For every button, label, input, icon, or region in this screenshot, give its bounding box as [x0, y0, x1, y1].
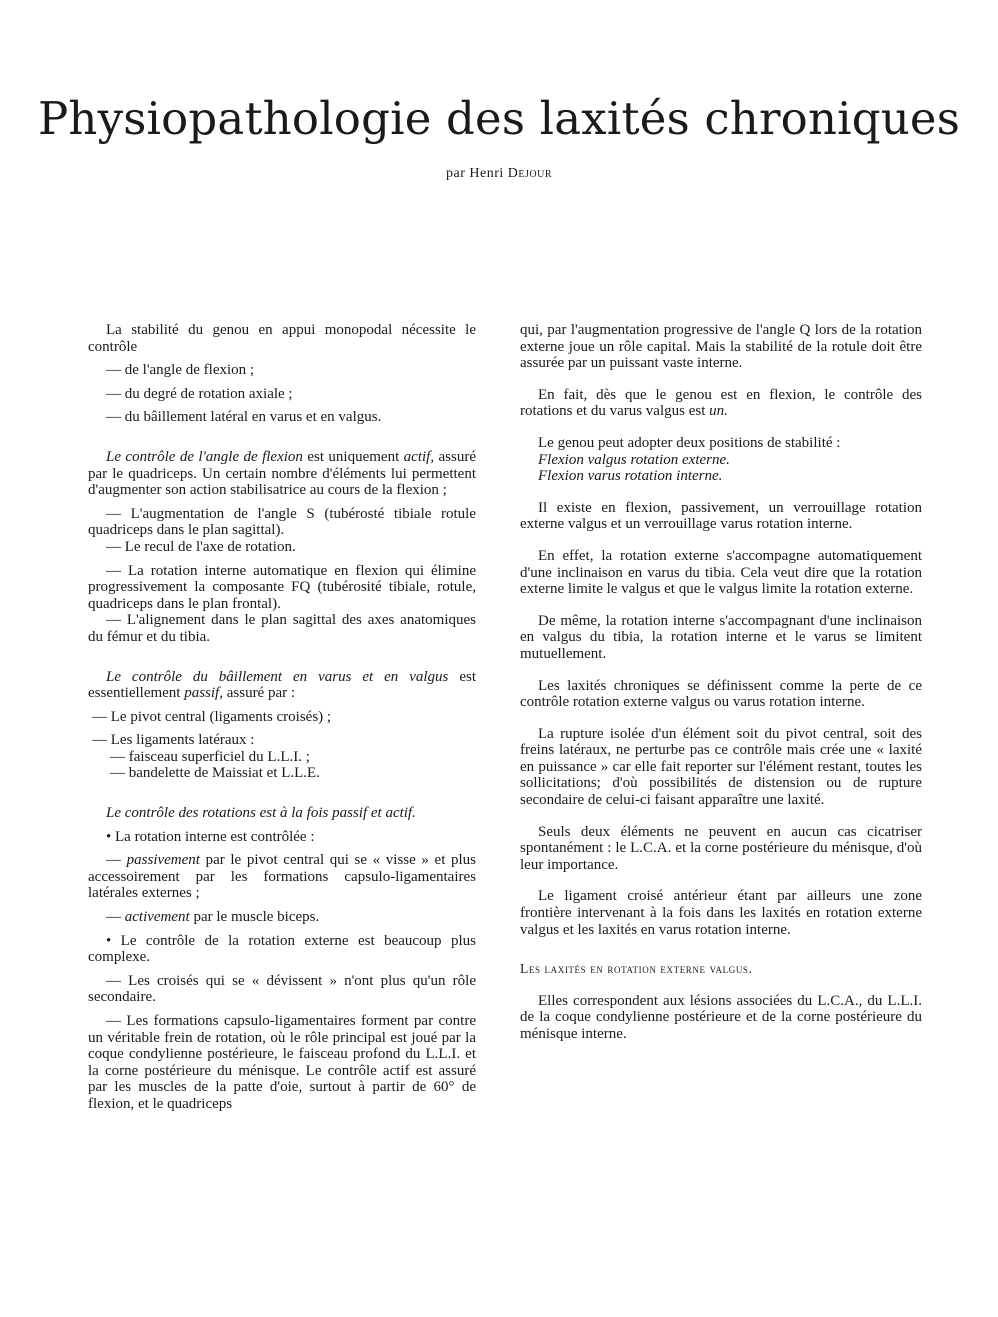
bullet-item: • Le contrôle de la rotation externe est beaucoup plus complexe.	[88, 932, 476, 966]
italic-word: activement	[124, 909, 190, 926]
list-item: — Le pivot central (ligaments croisés) ;	[92, 708, 332, 725]
list-item: — La rotation interne automatique en flexion qui élimine progressivement la composante FQ (tubérosité tibiale, rotule, quadriceps dans le plan frontal).	[88, 562, 476, 612]
dash: —	[106, 909, 125, 926]
text-span: par le muscle biceps.	[189, 909, 320, 926]
italic-word: passivement	[126, 852, 200, 869]
list-item: — Les croisés qui se « dévissent » n'ont plus qu'un rôle secondaire.	[88, 972, 476, 1006]
paragraph: Elles correspondent aux lésions associées du L.C.A., du L.L.I. de la coque condylienne postérieure et de la corne postérieure du ménisque interne.	[520, 992, 922, 1042]
bullet-item: • La rotation interne est contrôlée :	[106, 828, 315, 845]
list-item: Flexion varus rotation interne.	[538, 468, 723, 485]
right-column	[520, 322, 922, 1043]
paragraph: De même, la rotation interne s'accompagnant d'une inclinaison en valgus du tibia, la rotation interne et le varus se limitent mutuellement.	[520, 612, 922, 662]
italic-word: passif,	[184, 685, 223, 702]
italic-word: un.	[709, 403, 728, 420]
paragraph	[88, 449, 476, 499]
paragraph: Le genou peut adopter deux positions de stabilité :	[538, 434, 841, 451]
italic-phrase: Le contrôle de l'angle de flexion	[106, 448, 303, 465]
sub-list-item: — faisceau superficiel du L.L.I. ;	[110, 748, 310, 765]
text-span: est essentiellement	[88, 668, 476, 702]
sub-list-item: — bandelette de Maissiat et L.L.E.	[110, 765, 320, 782]
paragraph	[88, 669, 476, 702]
byline-prefix: par Henri	[446, 166, 504, 181]
page-title: Physiopathologie des laxités chroniques	[37, 92, 961, 145]
italic-word: actif,	[403, 448, 435, 465]
paragraph: En effet, la rotation externe s'accompagne automatiquement d'une inclinaison en varus du tibia. Cela veut dire que la rotation externe limite le valgus et que le valgus limite la rotation externe.	[520, 547, 922, 598]
list-item: — Les formations capsulo-ligamentaires forment par contre un véritable frein de rotation, où le rôle principal est joué par la coque condylienne postérieure, le faisceau profond du L.L.I. et la corne postérieure du ménisque. Le contrôle actif est assuré par les muscles de la patte d'oie, surtout à partir de 60° de flexion, et le quadriceps	[88, 1013, 476, 1112]
list-item: — du bâillement latéral en varus et en valgus.	[106, 409, 382, 426]
paragraph: Le ligament croisé antérieur étant par ailleurs une zone frontière intervenant à la fois dans les laxités en rotation externe valgus et les laxités en varus rotation interne.	[520, 888, 922, 938]
list-item: — L'augmentation de l'angle S (tubérosté tibiale rotule quadriceps dans le plan sagittal).	[88, 505, 476, 539]
paragraph	[520, 387, 922, 420]
list-item: — du degré de rotation axiale ;	[106, 385, 293, 402]
left-column	[88, 322, 476, 1113]
text-span: assuré par le quadriceps. Un certain nombre d'éléments lui permettent d'augmenter son action stabilisatrice au cours de la flexion ;	[88, 448, 476, 499]
paragraph: Le contrôle des rotations est à la fois passif et actif.	[106, 805, 416, 822]
text-span: par le pivot central qui se « visse » et plus accessoirement par les formations capsulo-ligamentaires latérales externes ;	[88, 852, 477, 902]
list-item: — de l'angle de flexion ;	[106, 362, 255, 379]
list-item	[88, 909, 476, 926]
text-span: est uniquement	[302, 448, 404, 465]
italic-phrase: Le contrôle du bâillement en varus et en valgus	[106, 668, 449, 685]
paragraph: Seuls deux éléments ne peuvent en aucun cas cicatriser spontanément : le L.C.A. et la corne postérieure du ménisque, d'où leur importance.	[520, 823, 922, 873]
paragraph: La stabilité du genou en appui monopodal nécessite le contrôle	[88, 322, 476, 355]
list-item: — Les ligaments latéraux :	[92, 732, 255, 749]
list-item: — Le recul de l'axe de rotation.	[106, 538, 296, 555]
list-item: Flexion valgus rotation externe.	[538, 451, 730, 468]
paragraph: qui, par l'augmentation progressive de l'angle Q lors de la rotation externe joue un rôle capital. Mais la stabilité de la rotule doit être assurée par un puissant vaste interne.	[520, 322, 922, 372]
list-item	[88, 852, 476, 902]
author-name: Dejour	[507, 166, 552, 181]
list-item: — L'alignement dans le plan sagittal des axes anatomiques du fémur et du tibia.	[88, 612, 476, 645]
paragraph: La rupture isolée d'un élément soit du pivot central, soit des freins latéraux, ne perturbe pas ce contrôle mais crée une « laxité en puissance » car elle fait reporter sur l'élément restant, toutes les sollicitations; d'où possibilités de distension ou de rupture secondaire de celui-ci faisant apparaître une laxité.	[520, 725, 922, 809]
section-heading: Les laxités en rotation externe valgus.	[520, 961, 753, 977]
text-span: assuré par :	[222, 685, 296, 702]
byline	[0, 166, 998, 182]
paragraph: Les laxités chroniques se définissent comme la perte de ce contrôle rotation externe valgus ou varus rotation interne.	[520, 677, 922, 711]
text-span: En fait, dès que le genou est en flexion, le contrôle des rotations et du varus valgus est	[520, 386, 922, 420]
paragraph: Il existe en flexion, passivement, un verrouillage rotation externe valgus et un verrouillage varus rotation interne.	[520, 499, 922, 533]
dash: —	[106, 852, 127, 869]
